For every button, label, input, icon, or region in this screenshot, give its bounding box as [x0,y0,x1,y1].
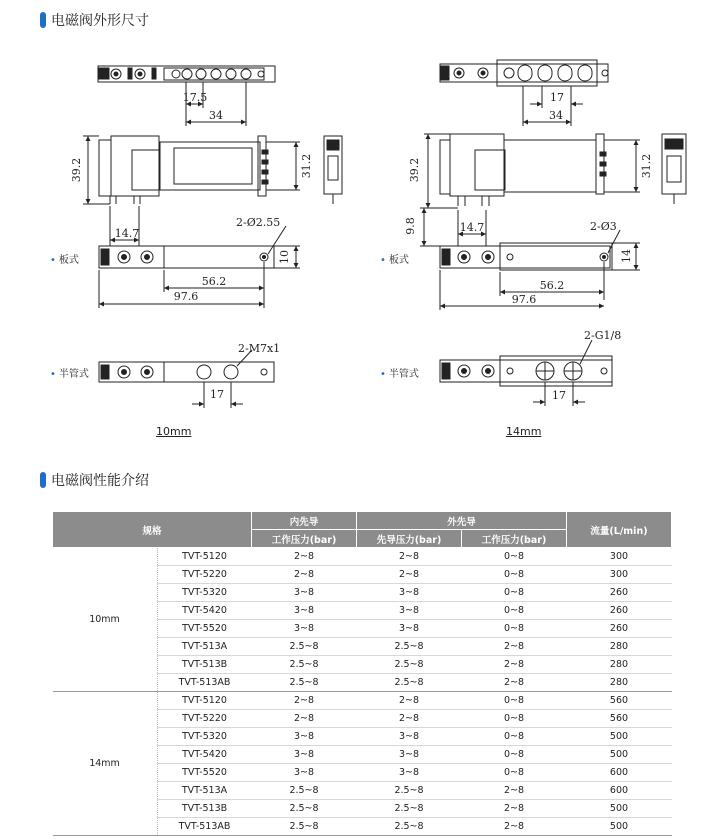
table-row [53,692,672,710]
table-cell-flow: 280 [567,638,672,656]
table-group-size: 14mm [53,692,158,836]
table-cell-internal-work: 2~8 [252,548,357,566]
table-cell-model: TVT-5320 [157,728,252,746]
label-14mm-board: • 板式 [380,251,409,266]
performance-section-title [40,470,149,490]
table-cell-pilot: 3~8 [357,764,462,782]
label-14mm-pipe: • 半管式 [380,365,419,380]
table-cell-external-work: 2~8 [462,818,567,836]
table-cell-pilot: 2.5~8 [357,674,462,692]
dim-10mm-pin-pitch: 14.7 [114,227,140,240]
table-cell-internal-work: 2.5~8 [252,638,357,656]
table-cell-flow: 260 [567,620,672,638]
table-cell-pilot: 2~8 [357,548,462,566]
table-cell-pilot: 3~8 [357,584,462,602]
table-cell-internal-work: 3~8 [252,584,357,602]
table-cell-flow: 500 [567,746,672,764]
dim-10mm-mount-pitch: 56.2 [201,275,227,288]
table-cell-external-work: 2~8 [462,800,567,818]
table-cell-model: TVT-513A [157,782,252,800]
dim-10mm-top-span: 34 [209,109,223,122]
dim-14mm-height: 39.2 [408,157,421,183]
table-cell-model: TVT-5220 [157,566,252,584]
table-cell-pilot: 3~8 [357,728,462,746]
table-cell-internal-work: 2.5~8 [252,800,357,818]
table-cell-flow: 500 [567,728,672,746]
header-flow: 流量(L/min) [567,512,672,548]
performance-title-text: 电磁阀性能介绍 [51,473,149,489]
table-cell-pilot: 2~8 [357,710,462,728]
dim-14mm-top-pitch: 17 [550,91,564,104]
table-cell-model: TVT-5220 [157,710,252,728]
header-pilot-pressure: 先导压力(bar) [357,530,462,548]
table-cell-external-work: 0~8 [462,602,567,620]
section-marker-icon [40,472,46,488]
table-cell-model: TVT-5320 [157,584,252,602]
dim-10mm-board-width: 10 [278,250,291,264]
table-cell-external-work: 0~8 [462,764,567,782]
table-cell-model: TVT-5120 [157,548,252,566]
table-cell-internal-work: 3~8 [252,764,357,782]
table-cell-external-work: 0~8 [462,548,567,566]
label-10mm-pipe: • 半管式 [50,365,89,380]
valve-14mm-pipe-type [440,356,612,386]
dim-14mm-top-span: 34 [549,109,563,122]
table-cell-model: TVT-513AB [157,674,252,692]
performance-table [52,511,672,836]
valve-10mm-board-type [99,246,274,268]
table-cell-external-work: 0~8 [462,728,567,746]
table-cell-model: TVT-513A [157,638,252,656]
table-cell-model: TVT-5420 [157,602,252,620]
table-cell-external-work: 0~8 [462,710,567,728]
label-10mm-board: • 板式 [50,251,79,266]
table-cell-internal-work: 3~8 [252,746,357,764]
table-cell-external-work: 2~8 [462,674,567,692]
table-cell-external-work: 0~8 [462,620,567,638]
table-cell-flow: 280 [567,674,672,692]
table-cell-external-work: 0~8 [462,692,567,710]
table-cell-model: TVT-513B [157,656,252,674]
valve-10mm-side-view [99,136,268,204]
dim-14mm-body-height: 31.2 [640,153,653,179]
table-cell-pilot: 3~8 [357,620,462,638]
size-label-10mm: 10mm [156,425,192,438]
header-internal-pilot: 内先导 [252,512,357,530]
dim-14mm-board-width: 14 [620,249,633,263]
table-cell-flow: 600 [567,764,672,782]
table-cell-internal-work: 2~8 [252,710,357,728]
table-cell-pilot: 2~8 [357,692,462,710]
dim-14mm-length: 97.6 [511,293,537,306]
dim-10mm-port: 2-M7x1 [238,342,281,355]
dim-10mm-body-height: 31.2 [300,153,313,179]
valve-14mm-side-view [440,134,606,206]
dim-14mm-port: 2-G1/8 [584,329,622,342]
table-cell-internal-work: 3~8 [252,728,357,746]
dim-14mm-mount-pitch: 56.2 [539,279,565,292]
dim-10mm-length: 97.6 [173,290,199,303]
table-cell-flow: 260 [567,602,672,620]
table-cell-model: TVT-5520 [157,620,252,638]
table-cell-flow: 300 [567,548,672,566]
table-cell-flow: 600 [567,782,672,800]
table-cell-internal-work: 3~8 [252,620,357,638]
table-cell-model: TVT-5420 [157,746,252,764]
size-label-14mm: 14mm [506,425,542,438]
dim-10mm-port-pitch: 17 [210,388,224,401]
header-spec: 规格 [53,512,252,548]
table-cell-internal-work: 2.5~8 [252,818,357,836]
header-external-pilot: 外先导 [357,512,567,530]
table-cell-external-work: 0~8 [462,566,567,584]
table-cell-external-work: 2~8 [462,638,567,656]
table-group-size: 10mm [53,548,158,692]
table-cell-pilot: 2~8 [357,566,462,584]
dim-14mm-hole: 2-Ø3 [590,220,617,233]
valve-14mm-board-type [440,243,612,270]
dim-14mm-pin-pitch: 14.7 [459,221,485,234]
table-cell-external-work: 2~8 [462,656,567,674]
table-cell-pilot: 2.5~8 [357,638,462,656]
dim-10mm-hole: 2-Ø2.55 [236,216,281,229]
dim-10mm-height: 39.2 [70,157,83,183]
dim-10mm-top-pitch: 17.5 [182,91,208,104]
table-cell-model: TVT-5120 [157,692,252,710]
dim-14mm-port-pitch: 17 [552,389,566,402]
dimensions-title-text: 电磁阀外形尺寸 [51,13,149,29]
valve-10mm-end-view [324,136,342,204]
table-cell-internal-work: 2.5~8 [252,782,357,800]
performance-table-body [53,548,672,836]
table-cell-pilot: 2.5~8 [357,800,462,818]
table-cell-flow: 300 [567,566,672,584]
table-cell-external-work: 0~8 [462,746,567,764]
table-cell-pilot: 2.5~8 [357,656,462,674]
table-cell-flow: 280 [567,656,672,674]
table-cell-model: TVT-5520 [157,764,252,782]
table-cell-internal-work: 2~8 [252,566,357,584]
table-row [53,548,672,566]
dim-14mm-base-height: 9.8 [404,217,417,235]
table-cell-internal-work: 3~8 [252,602,357,620]
table-cell-flow: 260 [567,584,672,602]
table-cell-external-work: 2~8 [462,782,567,800]
table-cell-pilot: 3~8 [357,746,462,764]
table-cell-model: TVT-513B [157,800,252,818]
table-cell-pilot: 3~8 [357,602,462,620]
valve-14mm-end-view [662,134,686,204]
table-cell-flow: 500 [567,800,672,818]
table-cell-flow: 560 [567,710,672,728]
valve-10mm-pipe-type [99,362,274,382]
table-cell-internal-work: 2~8 [252,692,357,710]
table-cell-model: TVT-513AB [157,818,252,836]
table-cell-pilot: 2.5~8 [357,818,462,836]
header-work-pressure-external: 工作压力(bar) [462,530,567,548]
table-cell-flow: 560 [567,692,672,710]
table-cell-pilot: 2.5~8 [357,782,462,800]
valve-10mm-top-view [98,66,275,82]
valve-14mm-top-view [440,60,608,86]
table-cell-external-work: 0~8 [462,584,567,602]
header-work-pressure-internal: 工作压力(bar) [252,530,357,548]
table-cell-internal-work: 2.5~8 [252,656,357,674]
table-cell-flow: 500 [567,818,672,836]
table-cell-internal-work: 2.5~8 [252,674,357,692]
